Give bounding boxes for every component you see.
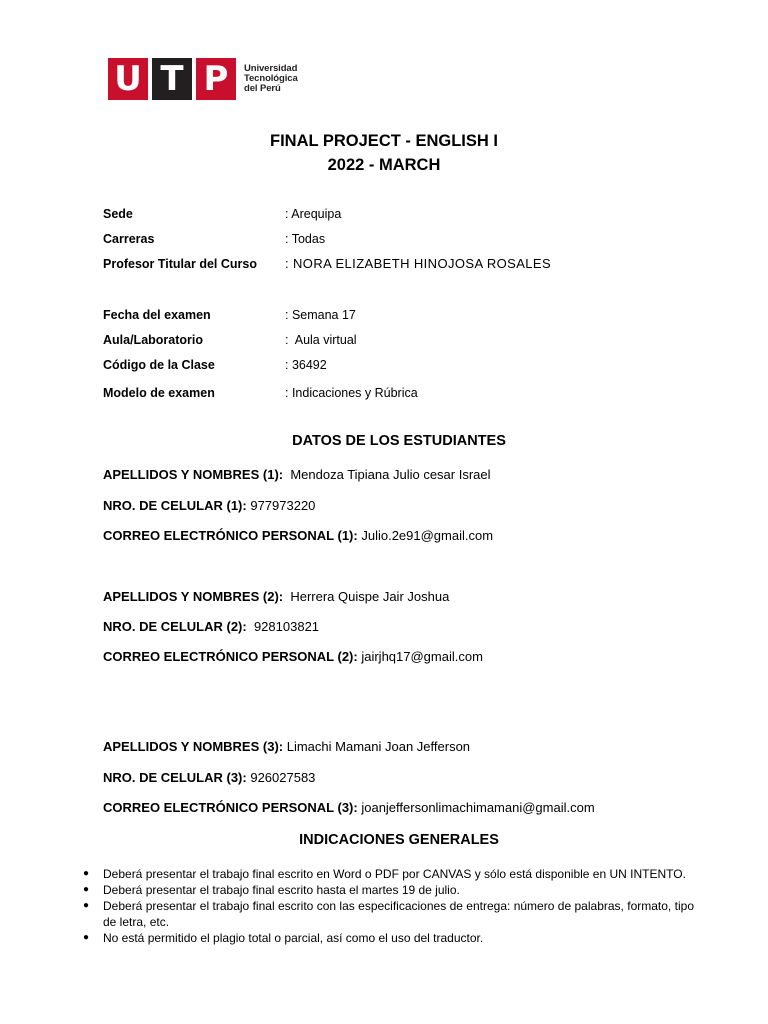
bullet-dot-icon: ● [83, 900, 90, 911]
info-value: : NORA ELIZABETH HINOJOSA ROSALES [285, 256, 552, 271]
field-label: CORREO ELECTRÓNICO PERSONAL (3): [103, 800, 358, 815]
general-heading: INDICACIONES GENERALES [299, 832, 499, 848]
student-2-email [103, 649, 483, 664]
list-item-text: Deberá presentar el trabajo final escrito con las especificaciones de entrega: número de palabras, formato, tipo de letra, etc. [103, 899, 694, 929]
field-value: 928103821 [253, 619, 320, 634]
field-value: joanjeffersonlimachimamani@gmail.com [361, 800, 595, 815]
field-label: APELLIDOS Y NOMBRES (1): [103, 467, 284, 482]
list-item [80, 930, 694, 946]
student-1-phone [103, 498, 315, 513]
info-value: : Aula virtual [285, 333, 357, 347]
student-3-phone [103, 770, 315, 785]
info-label: Código de la Clase [103, 358, 215, 372]
list-item [80, 882, 694, 898]
info-value: : 36492 [285, 358, 327, 372]
field-label: CORREO ELECTRÓNICO PERSONAL (2): [103, 649, 358, 664]
students-heading: DATOS DE LOS ESTUDIANTES [292, 433, 506, 449]
info-label: Profesor Titular del Curso [103, 257, 257, 271]
field-value: Mendoza Tipiana Julio cesar Israel [290, 467, 491, 482]
info-label: Sede [103, 207, 133, 221]
field-value: Herrera Quispe Jair Joshua [290, 589, 450, 604]
info-label: Aula/Laboratorio [103, 333, 204, 347]
info-label: Modelo de examen [103, 386, 215, 400]
field-value: Julio.2e91@gmail.com [361, 528, 494, 543]
student-2-phone [103, 619, 319, 634]
info-value: : Arequipa [285, 207, 342, 221]
list-item-text: No está permitido el plagio total o parcial, así como el uso del traductor. [103, 931, 484, 945]
field-value: Limachi Mamani Joan Jefferson [286, 739, 471, 754]
bullet-dot-icon: ● [83, 884, 90, 895]
list-item [80, 898, 694, 930]
logo-line-2: Tecnológica [244, 73, 298, 84]
logo-line-3: del Perú [244, 83, 281, 94]
bullet-dot-icon: ● [83, 932, 90, 943]
logo-letter-t: T [152, 58, 192, 100]
utp-logo [108, 58, 298, 100]
info-label: Carreras [103, 232, 155, 246]
field-value: jairjhq17@gmail.com [361, 649, 483, 664]
info-value: : Todas [285, 232, 326, 246]
list-item [80, 866, 694, 882]
info-label: Fecha del examen [103, 308, 211, 322]
field-label: CORREO ELECTRÓNICO PERSONAL (1): [103, 528, 358, 543]
student-1-email [103, 528, 493, 543]
field-label: APELLIDOS Y NOMBRES (2): [103, 589, 284, 604]
info-value: : Semana 17 [285, 308, 356, 322]
bullet-dot-icon: ● [83, 868, 90, 879]
logo-letter-p: P [196, 58, 236, 100]
document-title: FINAL PROJECT - ENGLISH I [270, 132, 498, 150]
student-3-email [103, 800, 595, 815]
student-2-name [103, 589, 449, 604]
logo-letter-u: U [108, 58, 148, 100]
field-label: NRO. DE CELULAR (2): [103, 619, 247, 634]
field-label: APELLIDOS Y NOMBRES (3): [103, 739, 284, 754]
list-item-text: Deberá presentar el trabajo final escrito en Word o PDF por CANVAS y sólo está disponible en UN INTENTO. [103, 867, 686, 881]
logo-line-1: Universidad [244, 63, 298, 74]
field-label: NRO. DE CELULAR (3): [103, 770, 247, 785]
logo-wordmark [244, 64, 298, 94]
list-item-text: Deberá presentar el trabajo final escrito hasta el martes 19 de julio. [103, 883, 460, 897]
document-subtitle: 2022 - MARCH [327, 156, 441, 174]
info-value: : Indicaciones y Rúbrica [285, 386, 418, 400]
field-value: 977973220 [250, 498, 316, 513]
student-1-name [103, 467, 491, 482]
field-label: NRO. DE CELULAR (1): [103, 498, 247, 513]
field-value: 926027583 [250, 770, 316, 785]
student-3-name [103, 739, 470, 754]
instructions-list [80, 866, 694, 946]
